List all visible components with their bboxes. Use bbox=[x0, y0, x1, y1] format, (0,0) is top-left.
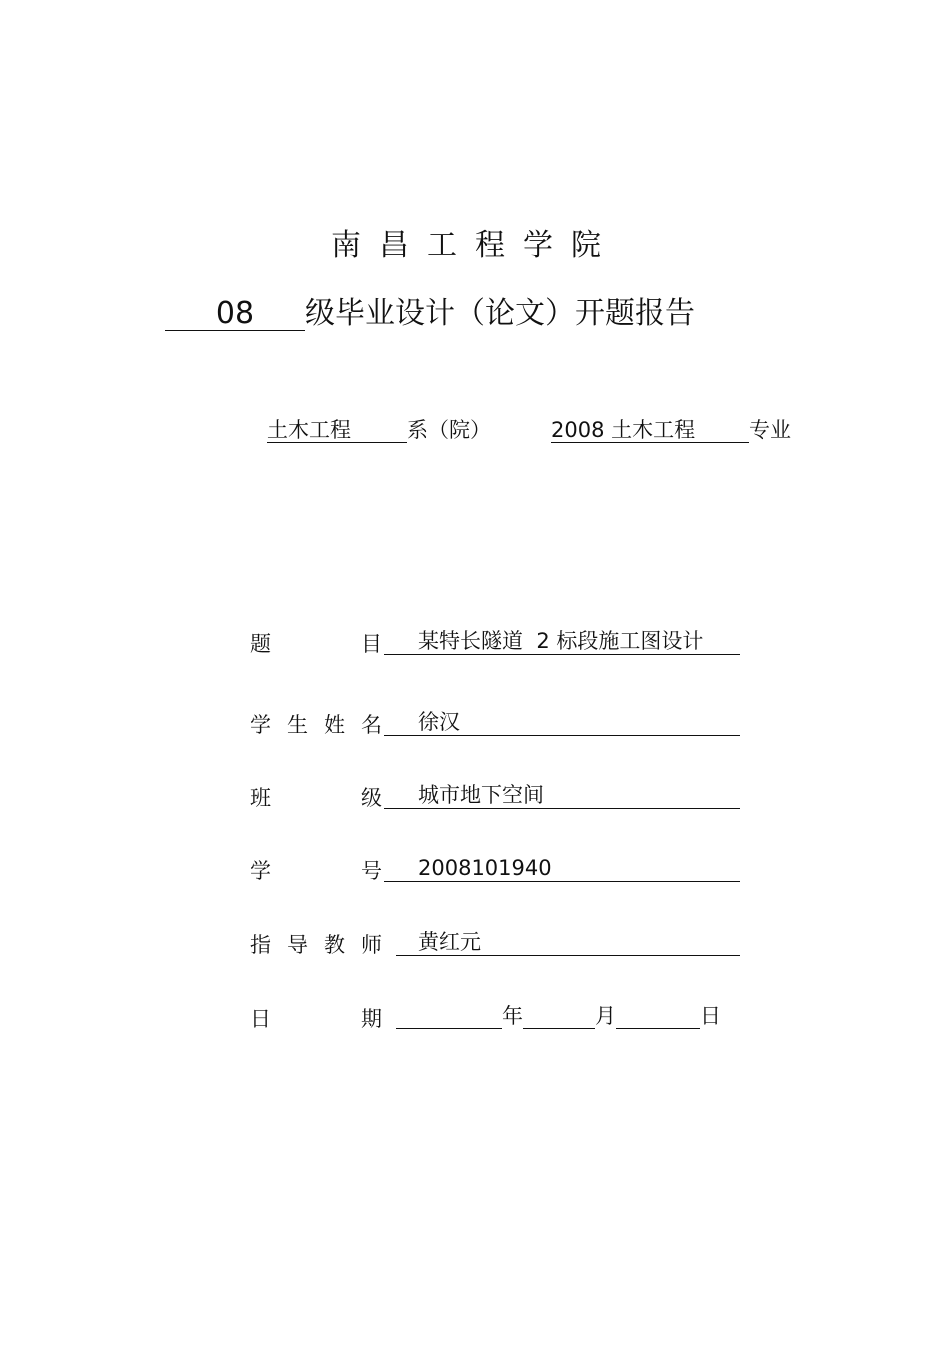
student-id-value: 2008101940 bbox=[384, 855, 740, 882]
advisor-value: 黄红元 bbox=[396, 929, 740, 956]
class-label: 班 级 bbox=[250, 786, 382, 810]
report-title bbox=[165, 288, 695, 332]
department-line bbox=[267, 414, 791, 444]
date-day-label: 日 bbox=[700, 1004, 721, 1028]
student-name-label: 学 生 姓 名 bbox=[250, 713, 382, 737]
student-id-label: 学 号 bbox=[250, 859, 382, 883]
major-label: 专业 bbox=[749, 418, 791, 442]
advisor-label: 指 导 教 师 bbox=[250, 933, 382, 957]
school-name: 南昌工程学院 bbox=[331, 228, 619, 263]
class-value: 城市地下空间 bbox=[384, 782, 740, 809]
department-value: 土木工程 bbox=[267, 419, 407, 443]
topic-label: 题 目 bbox=[250, 632, 382, 656]
date-month-label: 月 bbox=[595, 1004, 616, 1028]
date-label: 日 期 bbox=[250, 1007, 382, 1031]
student-name-value: 徐汉 bbox=[384, 709, 740, 736]
department-label: 系（院） bbox=[407, 418, 491, 442]
date-year-label: 年 bbox=[502, 1004, 523, 1028]
date-month-blank bbox=[523, 1004, 595, 1029]
major-value: 2008 土木工程 bbox=[551, 419, 749, 443]
grade-year: 08 bbox=[165, 297, 305, 331]
topic-value: 某特长隧道 2 标段施工图设计 bbox=[384, 628, 740, 655]
date-day-blank bbox=[616, 1004, 700, 1029]
report-title-text: 级毕业设计（论文）开题报告 bbox=[305, 296, 695, 331]
date-year-blank bbox=[396, 1004, 502, 1029]
date-value bbox=[396, 1003, 721, 1029]
